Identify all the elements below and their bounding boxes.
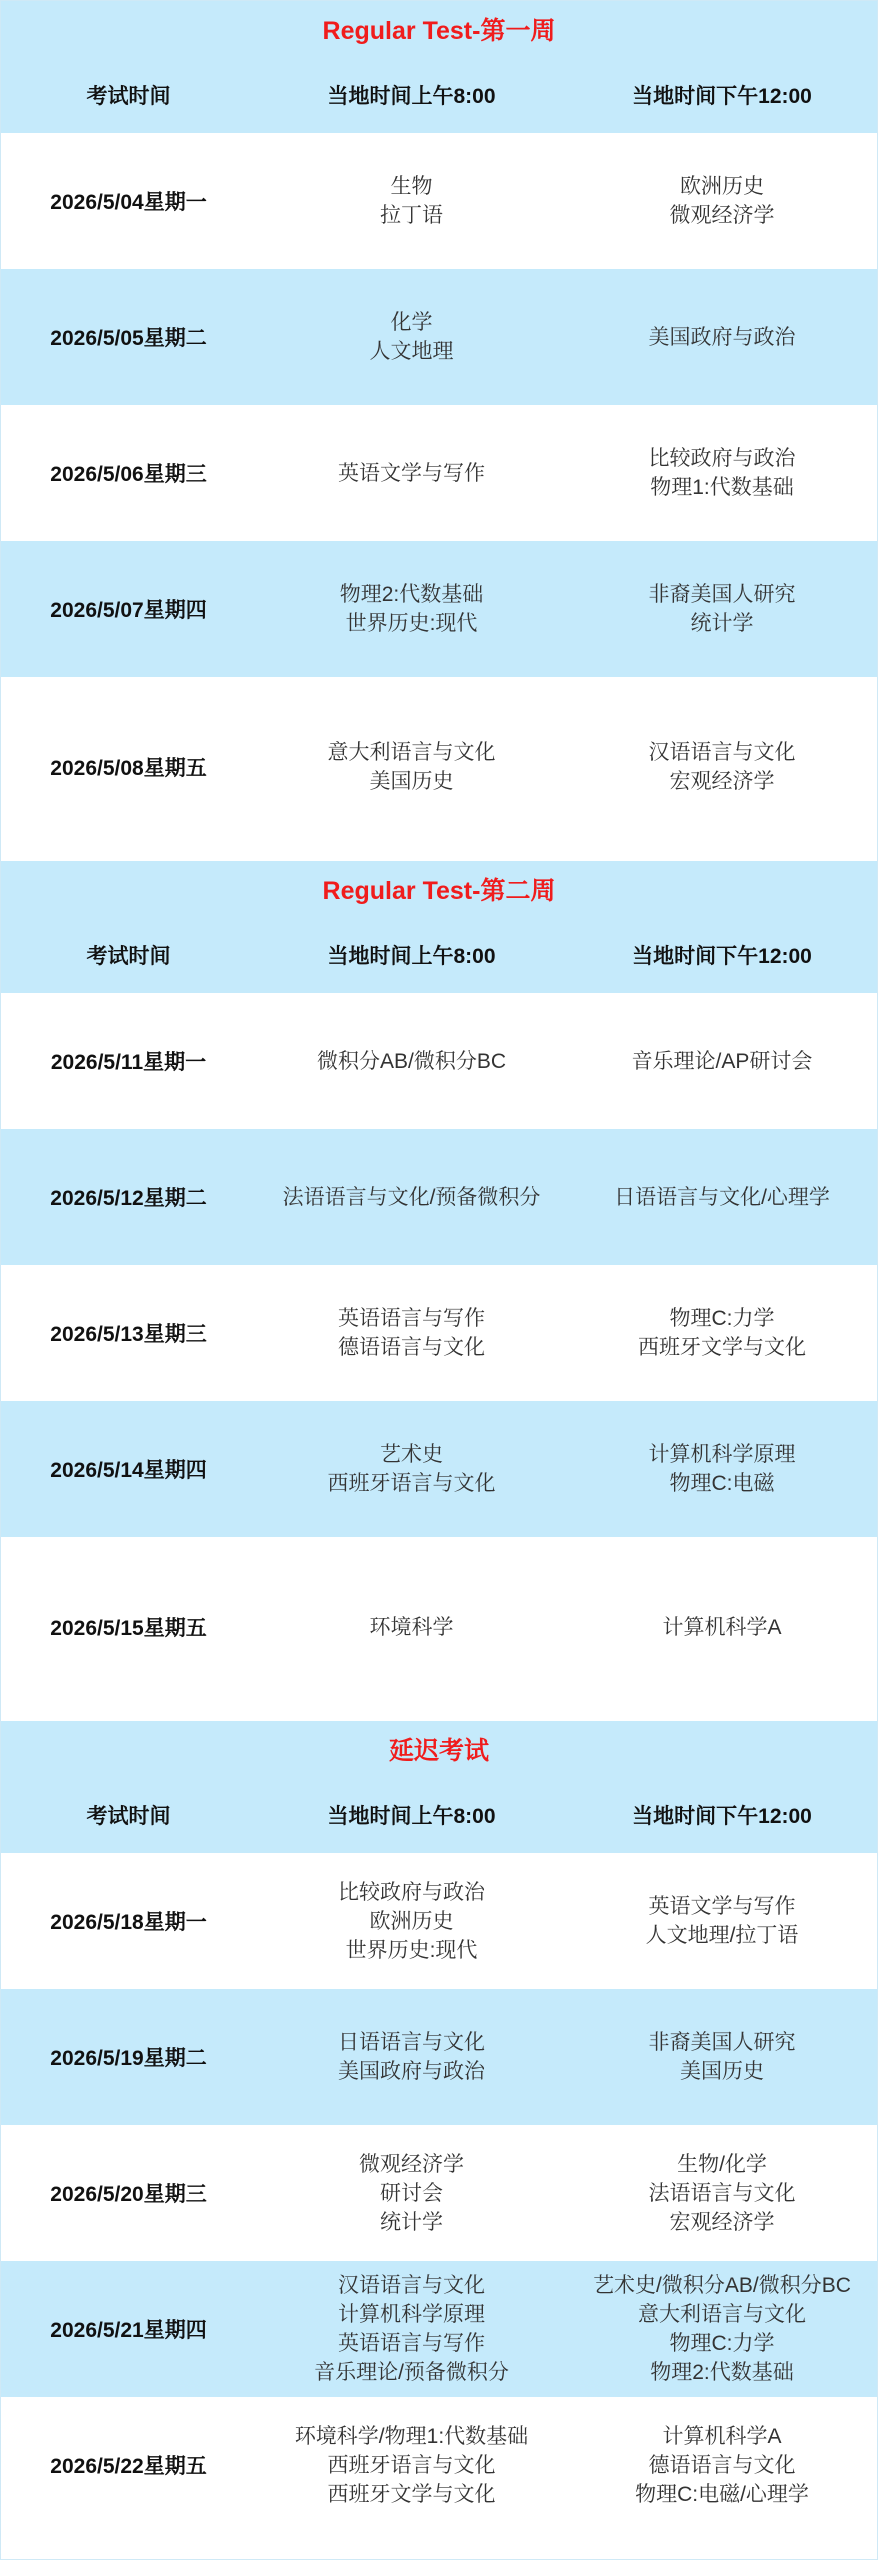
subject-name: 物理2:代数基础 [339,583,484,606]
subject-name: 环境科学/物理1:代数基础 [294,2424,529,2448]
subject-name: 美国历史 [369,770,454,793]
exam-date: 2026/5/06星期三 [50,463,207,486]
subject-name: 世界历史:现代 [345,612,478,635]
subject-name: 意大利语言与文化 [327,741,496,764]
section-title-band [1,861,877,917]
subject-name: 生物 [390,175,433,198]
section-title: Regular Test-第一周 [322,17,556,45]
morning-column-header: 当地时间上午8:00 [327,85,496,108]
exam-date: 2026/5/21星期四 [50,2319,207,2342]
subject-name: 音乐理论/AP研讨会 [631,1049,813,1073]
subject-name: 汉语语言与文化 [648,741,796,764]
subject-name: 法语语言与文化 [648,2181,796,2205]
afternoon-subjects [567,2150,877,2237]
afternoon-subjects [567,738,877,796]
date-column-header: 考试时间 [86,1805,171,1828]
schedule-section [1,861,877,1717]
subject-name: 比较政府与政治 [338,1880,485,1904]
subject-name: 物理C:力学 [669,1307,775,1330]
exam-date: 2026/5/18星期一 [50,1911,207,1934]
subject-name: 法语语言与文化/预备微积分 [282,1185,541,1209]
section-title-band [1,1,877,57]
subject-name: 人文地理/拉丁语 [645,1924,799,1947]
table-row [1,541,877,677]
morning-subjects [256,459,567,488]
subject-name: 欧洲历史 [369,1909,454,1933]
subject-name: 英语语言与写作 [338,2332,485,2355]
exam-date: 2026/5/04星期一 [50,191,207,214]
morning-subjects [256,2028,567,2086]
subject-name: 日语语言与文化/心理学 [614,1185,830,1209]
table-row [1,677,877,857]
subject-name: 美国政府与政治 [338,2060,485,2083]
morning-subjects [256,1304,567,1362]
subject-name: 德语语言与文化 [648,2453,796,2477]
afternoon-subjects [567,172,877,230]
subject-name: 西班牙语言与文化 [327,1472,496,1495]
afternoon-subjects [567,580,877,638]
subject-name: 英语语言与写作 [338,1307,485,1330]
subject-name: 艺术史 [380,1443,443,1466]
subject-name: 英语文学与写作 [338,461,485,485]
afternoon-column-header: 当地时间下午12:00 [632,945,812,968]
afternoon-subjects [567,1613,877,1642]
exam-date: 2026/5/12星期二 [50,1187,207,1210]
subject-name: 拉丁语 [380,204,443,227]
afternoon-subjects [567,2271,877,2387]
subject-name: 德语语言与文化 [338,1336,485,1359]
afternoon-subjects [567,444,877,502]
table-row [1,2261,877,2397]
subject-name: 环境科学 [369,1615,454,1639]
subject-name: 计算机科学原理 [648,1443,796,1466]
exam-date: 2026/5/07星期四 [50,599,207,622]
subject-name: 音乐理论/预备微积分 [314,2361,509,2384]
table-header [1,1777,877,1853]
subject-name: 物理C:力学 [669,2332,775,2355]
exam-date: 2026/5/15星期五 [50,1617,207,1640]
morning-subjects [256,1878,567,1965]
subject-name: 美国政府与政治 [648,325,796,349]
exam-date: 2026/5/14星期四 [50,1459,207,1482]
subject-name: 微观经济学 [669,204,775,227]
table-row [1,2397,877,2533]
morning-subjects [256,2271,567,2387]
subject-name: 非裔美国人研究 [648,2031,796,2054]
subject-name: 计算机科学A [662,2424,782,2448]
table-row [1,405,877,541]
exam-date: 2026/5/20星期三 [50,2183,207,2206]
table-row [1,1989,877,2125]
subject-name: 欧洲历史 [680,175,764,198]
morning-subjects [256,308,567,366]
section-title: Regular Test-第二周 [322,877,556,905]
subject-name: 物理C:电磁 [669,1472,775,1495]
table-header [1,57,877,133]
subject-name: 日语语言与文化 [338,2031,485,2054]
afternoon-column-header: 当地时间下午12:00 [632,1805,812,1828]
section-title-band [1,1721,877,1777]
morning-subjects [256,2422,567,2509]
table-row [1,269,877,405]
schedule-section [1,1,877,857]
subject-name: 计算机科学原理 [338,2303,485,2326]
subject-name: 微观经济学 [359,2152,464,2176]
table-row [1,1265,877,1401]
exam-date: 2026/5/13星期三 [50,1323,207,1346]
morning-subjects [256,738,567,796]
exam-date: 2026/5/08星期五 [50,757,207,780]
afternoon-subjects [567,1183,877,1212]
subject-name: 物理2:代数基础 [650,2361,794,2384]
subject-name: 化学 [390,311,433,334]
subject-name: 意大利语言与文化 [638,2303,806,2326]
afternoon-subjects [567,1440,877,1498]
subject-name: 统计学 [690,612,754,635]
subject-name: 艺术史/微积分AB/微积分BC [593,2274,851,2297]
afternoon-subjects [567,2422,877,2509]
table-row [1,1401,877,1537]
subject-name: 宏观经济学 [669,2210,775,2234]
morning-subjects [256,580,567,638]
table-row [1,1129,877,1265]
subject-name: 西班牙语言与文化 [327,2453,496,2477]
subject-name: 世界历史:现代 [345,1938,478,1962]
exam-date: 2026/5/22星期五 [50,2455,207,2478]
subject-name: 宏观经济学 [669,770,775,793]
date-column-header: 考试时间 [86,85,171,108]
table-row [1,993,877,1129]
subject-name: 西班牙文学与文化 [638,1336,806,1359]
subject-name: 人文地理 [369,340,454,363]
morning-subjects [256,1613,567,1642]
table-row [1,133,877,269]
morning-subjects [256,1047,567,1076]
afternoon-subjects [567,323,877,352]
afternoon-subjects [567,1892,877,1950]
date-column-header: 考试时间 [86,945,171,968]
subject-name: 研讨会 [380,2181,443,2205]
morning-column-header: 当地时间上午8:00 [327,945,496,968]
schedule-section [1,1721,877,2533]
table-row [1,1853,877,1989]
afternoon-subjects [567,2028,877,2086]
morning-column-header: 当地时间上午8:00 [327,1805,496,1828]
afternoon-column-header: 当地时间下午12:00 [632,85,812,108]
exam-date: 2026/5/11星期一 [50,1051,207,1074]
afternoon-subjects [567,1047,877,1076]
morning-subjects [256,1183,567,1212]
subject-name: 微积分AB/微积分BC [316,1049,507,1073]
morning-subjects [256,2150,567,2237]
exam-date: 2026/5/19星期二 [50,2047,207,2070]
subject-name: 统计学 [380,2210,443,2234]
subject-name: 英语文学与写作 [648,1895,796,1918]
exam-date: 2026/5/05星期二 [50,327,207,350]
subject-name: 西班牙文学与文化 [327,2482,496,2506]
subject-name: 非裔美国人研究 [648,583,796,606]
subject-name: 生物/化学 [677,2152,767,2176]
subject-name: 物理1:代数基础 [650,476,794,499]
subject-name: 汉语语言与文化 [338,2274,485,2297]
table-header [1,917,877,993]
afternoon-subjects [567,1304,877,1362]
morning-subjects [256,172,567,230]
morning-subjects [256,1440,567,1498]
subject-name: 计算机科学A [662,1615,782,1639]
subject-name: 物理C:电磁/心理学 [635,2482,809,2506]
subject-name: 美国历史 [680,2060,764,2083]
table-row [1,2125,877,2261]
table-row [1,1537,877,1717]
section-title: 延迟考试 [388,1737,489,1765]
subject-name: 比较政府与政治 [648,447,796,470]
